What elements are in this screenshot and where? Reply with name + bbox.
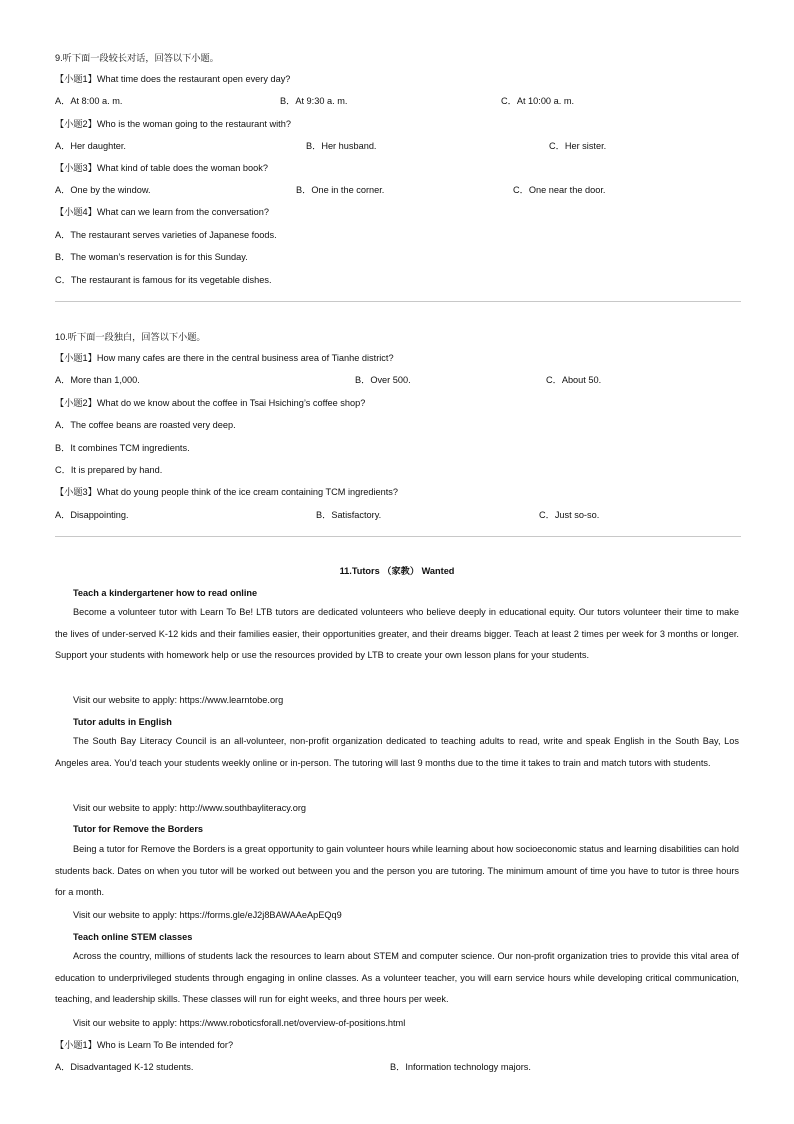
- section-divider: [55, 301, 741, 302]
- q10-intro: 10.听下面一段独白，回答以下小题。: [55, 332, 206, 342]
- q9-sub1-option-b: B．At 9:30 a. m.: [280, 96, 348, 106]
- q11-title: 11.Tutors （家教） Wanted: [339, 566, 455, 576]
- q9-sub1-option-c: C．At 10:00 a. m.: [501, 96, 575, 106]
- q9-sub4-option-a: A．The restaurant serves varieties of Japanese foods.: [55, 230, 277, 240]
- q11-section1-body: Become a volunteer tutor with Learn To Be! LTB tutors are dedicated volunteers who believe deeply in educational equity. Our tutors volunteer their time to make the lives of under-served K-12 kids and their families easier, their opportunities greater, and their dreams bigger. Teach at least 2 times per week for 3 months or longer. Support your students with homework help or use the resources provided by LTB to create your own lesson plans for your students.: [55, 607, 739, 661]
- q11-sub1-option-b: B．Information technology majors.: [390, 1062, 531, 1072]
- q11-section1-heading: Teach a kindergartener how to read online: [73, 588, 258, 598]
- q9-sub4-option-c: C．The restaurant is famous for its vegetable dishes.: [55, 275, 272, 285]
- q11-section4-body: Across the country, millions of students lack the resources to learn about STEM and computer science. Our non-profit organization tries to provide this vital area of education to underprivileged students through engaging in online classes. As a volunteer teacher, you will earn service hours while developing critical communication, teaching, and leadership skills. These classes will run for eight weeks, and three hours per week.: [55, 951, 739, 1005]
- q11-section2-body: The South Bay Literacy Council is an all-volunteer, non-profit organization dedicated to teaching adults to read, write and speak English in the South Bay, Los Angeles area. You’d teach your students weekly online or in-person. The tutoring will last 9 months due to the time it takes to train and match tutors with students.: [55, 736, 739, 768]
- q10-sub1-option-c: C．About 50.: [546, 375, 602, 385]
- q10-sub3-option-a: A．Disappointing.: [55, 510, 129, 520]
- q10-sub2-option-a: A．The coffee beans are roasted very deep.: [55, 420, 236, 430]
- q11-section1-link: Visit our website to apply: https://www.learntobe.org: [73, 695, 284, 705]
- q10-sub1-option-a: A．More than 1,000.: [55, 375, 140, 385]
- q9-intro: 9.听下面一段较长对话，回答以下小题。: [55, 53, 219, 63]
- q9-sub2-option-c: C．Her sister.: [549, 141, 607, 151]
- q9-sub2-stem: 【小题2】Who is the woman going to the restaurant with?: [55, 119, 291, 129]
- q10-sub1-option-b: B．Over 500.: [355, 375, 411, 385]
- q9-sub1-stem: 【小题1】What time does the restaurant open every day?: [55, 74, 291, 84]
- q9-sub3-option-b: B．One in the corner.: [296, 185, 385, 195]
- q11-section2-link: Visit our website to apply: http://www.southbayliteracy.org: [73, 803, 307, 813]
- q9-sub2-option-b: B．Her husband.: [306, 141, 377, 151]
- q9-sub3-option-c: C．One near the door.: [513, 185, 606, 195]
- q9-sub1-option-a: A．At 8:00 a. m.: [55, 96, 123, 106]
- q11-section3-link: Visit our website to apply: https://forms.gle/eJ2j8BAWAAeApEQq9: [73, 910, 342, 920]
- q10-sub2-option-b: B．It combines TCM ingredients.: [55, 443, 190, 453]
- q11-section4-link: Visit our website to apply: https://www.roboticsforall.net/overview-of-positions.html: [73, 1018, 406, 1028]
- q9-sub3-option-a: A．One by the window.: [55, 185, 151, 195]
- q10-sub2-option-c: C．It is prepared by hand.: [55, 465, 163, 475]
- q11-section2-heading: Tutor adults in English: [73, 717, 172, 727]
- q11-sub1-stem: 【小题1】Who is Learn To Be intended for?: [55, 1040, 234, 1050]
- q10-sub3-option-b: B．Satisfactory.: [316, 510, 382, 520]
- q11-section3-body: Being a tutor for Remove the Borders is a great opportunity to gain volunteer hours while learning about how socioeconomic status and learning disabilities can hold students back. Dates on when you tutor will be worked out between you and the person you are tutoring. The minimum amount of time you have to tutor is three hours for a month.: [55, 844, 739, 898]
- q9-sub3-stem: 【小题3】What kind of table does the woman book?: [55, 163, 268, 173]
- q10-sub3-option-c: C．Just so-so.: [539, 510, 600, 520]
- q10-sub3-stem: 【小题3】What do young people think of the ice cream containing TCM ingredients?: [55, 487, 399, 497]
- q11-section3-heading: Tutor for Remove the Borders: [73, 824, 204, 834]
- q10-sub1-stem: 【小题1】How many cafes are there in the central business area of Tianhe district?: [55, 353, 394, 363]
- q9-sub4-option-b: B．The woman’s reservation is for this Sunday.: [55, 252, 248, 262]
- q9-sub4-stem: 【小题4】What can we learn from the conversation?: [55, 207, 269, 217]
- q11-sub1-option-a: A．Disadvantaged K-12 students.: [55, 1062, 194, 1072]
- section-divider: [55, 536, 741, 537]
- q9-sub2-option-a: A．Her daughter.: [55, 141, 126, 151]
- q10-sub2-stem: 【小题2】What do we know about the coffee in Tsai Hsiching’s coffee shop?: [55, 398, 366, 408]
- q11-section4-heading: Teach online STEM classes: [73, 932, 193, 942]
